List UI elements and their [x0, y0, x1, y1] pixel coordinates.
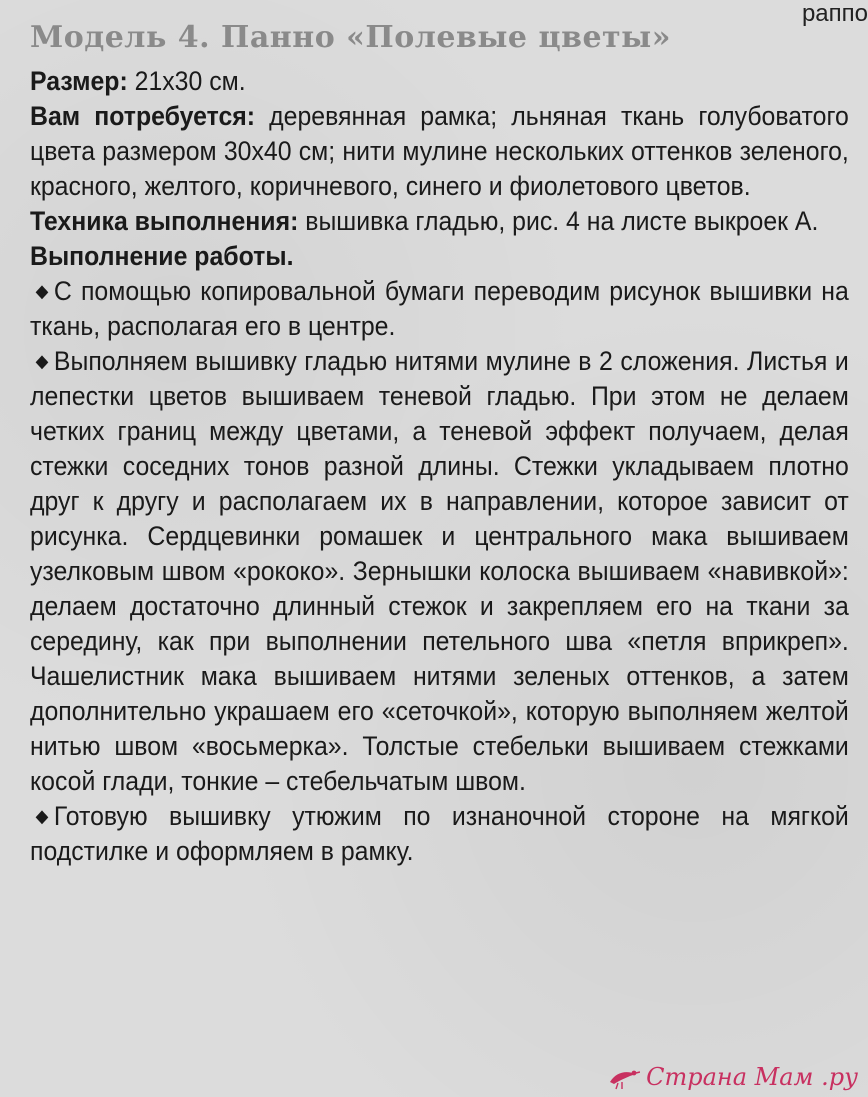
step-text: Выполняем вышивку гладью нитями мулине в 2 сложения. Листья и лепестки цветов вышиваем теневой гладью. При этом не делаем четких границ между цветами, а теневой эффект получаем, делая стежки соседних тонов разной длины. Стежки укладываем плотно друг к другу и располагаем их в направлении, которое зависит от рисунка. Сердцевинки ромашек и центрального мака вышиваем узелковым швом «рококо». Зернышки колоска вышиваем «навивкой»: делаем достаточно длинный стежок и закрепляем его на ткани за середину, как при выполнении петельного шва «петля вприкреп». Чашелистник мака вышиваем нитями зеленых оттенков, а затем дополнительно украшаем его «сеточкой», которую выполняем желтой нитью швом «восьмерка». Толстые стебельки вышиваем стежками косой глади, тонкие – стебельчатым швом.: [30, 346, 849, 796]
diamond-bullet-icon: ◆: [35, 806, 49, 826]
article-title: Модель 4. Панно «Полевые цветы»: [30, 20, 671, 55]
size-value: 21x30 см.: [127, 66, 246, 96]
diamond-bullet-icon: ◆: [35, 281, 49, 301]
size-paragraph: [30, 64, 849, 99]
article: [30, 18, 850, 869]
watermark-text: Страна Мам .ру: [646, 1063, 858, 1091]
step-text: Готовую вышивку утюжим по изнаночной стороне на мягкой подстилке и оформляем в рамку.: [30, 801, 849, 866]
step-text: С помощью копировальной бумаги переводим рисунок вышивки на ткань, располагая его в центре.: [30, 276, 849, 341]
step-paragraph: [30, 344, 849, 799]
materials-value: деревянная рамка; льняная ткань голубоватого цвета размером 30x40 см; нити мулине нескольких оттенков зеленого, красного, желтого, коричневого, синего и фиолетового цветов.: [30, 101, 849, 201]
step-paragraph: [30, 799, 849, 869]
diamond-bullet-icon: ◆: [35, 351, 49, 371]
materials-label: Вам потребуется:: [30, 101, 256, 131]
site-watermark: [606, 1063, 858, 1091]
corner-fragment-text: раппо: [801, 0, 868, 27]
step-paragraph: [30, 274, 849, 344]
size-label: Размер:: [30, 66, 128, 96]
technique-value: вышивка гладью, рис. 4 на листе выкроек А.: [298, 206, 819, 236]
work-heading: Выполнение работы.: [30, 241, 294, 271]
stork-icon: [606, 1064, 640, 1090]
materials-paragraph: [30, 99, 849, 204]
technique-paragraph: [30, 204, 849, 239]
technique-label: Техника выполнения:: [30, 206, 299, 236]
